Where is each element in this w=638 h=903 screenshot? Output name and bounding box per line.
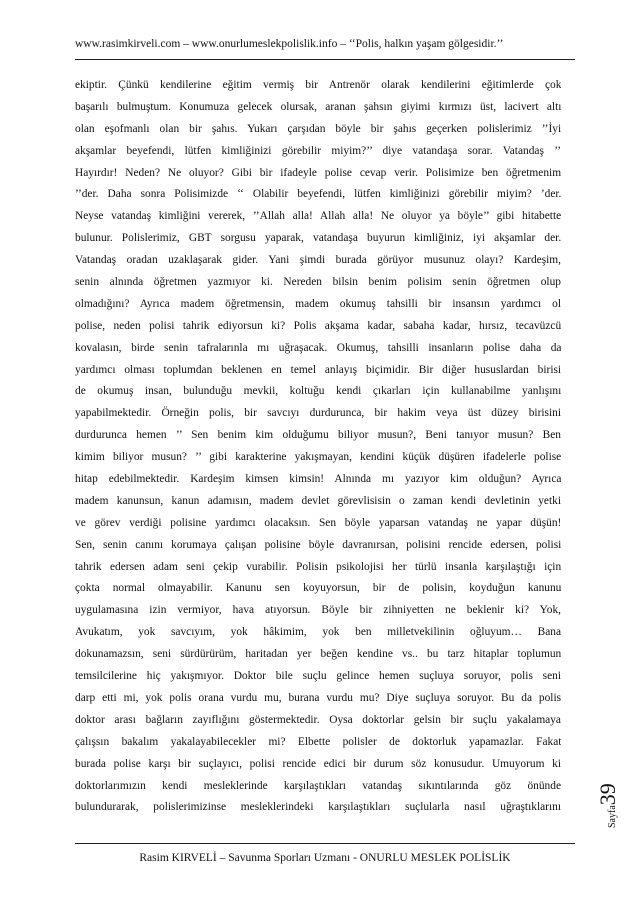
body-line: ve görev verdiği polisine yardımcı olacaksın. Sen böyle yaparsan vatandaş ne yapar düşün!: [75, 516, 561, 529]
body-line: doktorlarımızın kendi mesleklerinde karşılaştıkları vatandaş sıkıntılarında göz önünde: [75, 779, 561, 792]
body-line: kovalasın, birde senin tafralarınla mı uğraşacak. Okumuş, tahsilli insanların polise daha da: [75, 341, 561, 354]
body-line: bulundurarak, polislerimizinse mesleklerindeki karşılaştıkları suçlularla nasıl uğraştıklarını: [75, 801, 561, 814]
body-line: de okumuş insan, bulunduğu mevkii, koltuğu kendi çıkarları için kullanabilme yanlışını: [75, 385, 561, 398]
body-line: olmadığını? Ayrıca madem öğretmensin, madem okumuş tahsilli bir insansın yardımcı ol: [75, 297, 561, 310]
page-number: [595, 738, 625, 828]
body-line: Neyse vatandaş kimliğini vererek, ’’Allah alla! Allah alla! Ne oluyor ya böyle’’ gibi hitabette: [75, 210, 561, 223]
footer-divider: [75, 843, 575, 844]
body-line: Avukatım, yok savcıyım, yok hâkimim, yok ben milletvekilinin oğluyum… Bana: [75, 626, 561, 639]
body-line: senin alnında öğretmen yazmıyor ki. Nereden bilsin benim polisim senin öğretmen olup: [75, 276, 561, 289]
body-line: yardımcı olması toplumdan beklenen en temel anlayış biçimidir. Bir diğer hususlardan birisi: [75, 363, 561, 376]
page-header: www.rasimkirveli.com – www.onurlumeslekpolislik.info – ‘‘Polis, halkın yaşam gölgesidir.’’: [75, 36, 575, 60]
body-line: çokta normal olmayabilir. Kanunu sen koyuyorsun, bir de polisin, koyduğun kanunu: [75, 582, 561, 595]
body-line: ekiptir. Çünkü kendilerine eğitim vermiş bir Antrenör olarak kendilerini eğitimlerde çok: [75, 79, 561, 91]
body-line: temsilcilerine hiç yakışmıyor. Doktor bile suçlu gelince hemen suçluya soruyor, polis seni: [75, 670, 561, 683]
body-line: doktor arası bağların zayıflığını göstermektedir. Oysa doktorlar gelsin bir suçlu yakalamaya: [75, 713, 561, 726]
body-line: bulunur. Polislerimiz, GBT sorgusu yaparak, vatandaşa buyurun kimliğiniz, iyi akşamlar der.: [75, 232, 561, 245]
body-line: polise, neden polisi tahrik ediyorsun ki? Polis akşama kadar, sabaha kadar, hırsız, tecavüzcü: [75, 319, 561, 332]
body-line: ’’der. Daha sonra Polisimizde ‘‘ Olabilir beyefendi, lütfen kimliğinizi görebilir miyim? ’der.: [75, 188, 561, 201]
body-line: durdurunca hemen ’’ Sen benim kim olduğumu biliyor musun?, Beni tanıyor musun? Ben: [75, 429, 561, 442]
body-line: burada polise karşı bir suçlayıcı, polisi rencide edici bir durum söz konusudur. Umuyorum ki: [75, 757, 561, 770]
body-text: [75, 75, 561, 819]
body-line: madem kanunsun, kanun adamısın, madem devlet görevlisisin o zaman kendi devletinin yetki: [75, 494, 561, 507]
body-line: çalışsın bakalım yakalayabilecekler mi? Elbette polisler de doktorluk yapamazlar. Fakat: [75, 735, 561, 748]
body-line: hitap edebilmektedir. Kardeşim kimsen kimsin! Alnında mı yazıyor kim olduğun? Ayrıca: [75, 473, 561, 486]
body-line: başarılı bulmuştum. Konumuza gelecek olursak, aranan şahsın giyimi kırmızı üst, lacivert altı: [75, 100, 561, 113]
page-number-label: Sayfa: [607, 805, 618, 828]
body-line: yapabilmektedir. Örneğin polis, bir savcıyı durdurunca, bir hakim veya üst düzey birisini: [75, 407, 561, 420]
page-number-value: 39: [595, 783, 620, 806]
body-line: Sen, senin canını korumaya çalışan polisine böyle davranırsan, polisini rencide edersen, polisi: [75, 538, 561, 551]
page-footer: Rasim KIRVELİ – Savunma Sporları Uzmanı - ONURLU MESLEK POLİSLİK: [139, 852, 511, 864]
body-line: dokunamazsın, seni sürdürürüm, haritadan yer beğen kendine vs.. bu tarz hitaplar toplumun: [75, 648, 561, 661]
body-line: tahrik edersen adam seni çekip vurabilir. Polisin psikolojisi her türlü insanla karşılaştığı için: [75, 560, 561, 573]
body-line: Vatandaş oradan uzaklaşarak gider. Yani şimdi burada görüyor musunuz olayı? Kardeşim,: [75, 254, 561, 267]
body-line: akşamlar beyefendi, lütfen kimliğinizi görebilir miyim?’’ diye vatandaşa sorar. Vatandaş ’’: [75, 144, 561, 157]
body-line: darp etti mi, yok polis orana vurdu mu, burana vurdu mu? Diye suçluya soruyor. Bu da polis: [75, 691, 561, 704]
body-line: olan eşofmanlı olan bir şahıs. Yukarı çarşıdan böyle bir şahıs geçerken polislerimiz ’’İyi: [75, 122, 561, 135]
body-line: Hayırdır! Neden? Ne oluyor? Gibi bir ifadeyle polise cevap verir. Polisimize ben öğretmenim: [75, 166, 561, 179]
body-line: uygulamasına izin vermiyor, hava atıyorsun. Böyle bir zihniyetten ne beklenir ki? Yok,: [75, 604, 561, 617]
body-line: kimim biliyor musun? ’’ gibi karakterine yakışmayan, kendini küçük düşüren ifadelerle polise: [75, 451, 561, 464]
